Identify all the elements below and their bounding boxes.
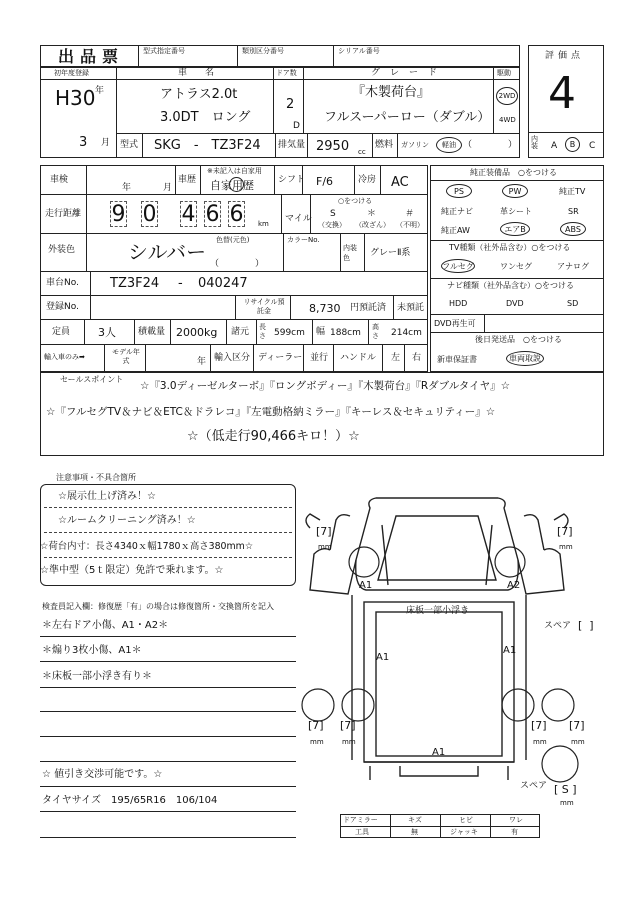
mileage-unit: km [258, 220, 269, 228]
navi-sd: SD [567, 299, 579, 308]
grade-line2: フルスーパーロー（ダブル） [324, 110, 491, 125]
tread-unit-fl: mm [318, 543, 332, 551]
usage-circle [229, 177, 244, 192]
mileage-digit-4: 6 [205, 201, 220, 227]
fuel-label: 燃料 [375, 140, 394, 150]
displacement-unit: cc [358, 148, 366, 156]
model-year-unit: 年 [197, 357, 207, 367]
tv-analog: アナログ [557, 262, 589, 271]
spare-label-top: スペア [544, 621, 572, 631]
length-value: 599cm [274, 328, 305, 338]
interior-a: A [551, 141, 558, 151]
first-reg-year: H30 [55, 86, 96, 110]
recycle-label: リサイクル預託金 [243, 298, 285, 315]
tread-unit-rro: mm [571, 738, 585, 746]
grade-line1: 『木製荷台』 [352, 85, 431, 100]
score-value: 4 [548, 68, 576, 119]
equip-sr: SR [568, 207, 579, 216]
import-label: 輸入車のみ➡ [44, 353, 85, 361]
color-no-label: カラーNo. [287, 236, 320, 244]
steering-left: 左 [391, 353, 401, 363]
interior-color-value: グレーⅡ系 [370, 248, 411, 258]
diagram-a1-rear: A1 [432, 747, 446, 758]
chassis-number: 040247 [198, 276, 248, 291]
docs-manual: 車両取説 [506, 351, 544, 366]
inspector-line-7: ☆ 値引き交渉可能です。☆ [42, 769, 163, 780]
equip-pw: PW [502, 184, 528, 198]
inspector-line-1: ＊左右ドア小傷、A1・A2＊ [42, 620, 169, 631]
year-unit: 年 [95, 86, 105, 96]
interior-color-label: 内装色 [343, 244, 357, 262]
diagram-a1-left-cab: A1 [359, 580, 373, 591]
note-line-1: ☆展示仕上げ済み！☆ [58, 491, 156, 502]
fuel-gasoline: ガソリン [401, 141, 429, 149]
docs-warranty: 新車保証書 [437, 355, 477, 364]
interior-c: C [589, 141, 596, 151]
steering-right: 右 [412, 353, 422, 363]
chassis-prefix: TZ3F24 [110, 276, 160, 291]
shift-value: F/6 [316, 175, 334, 188]
selling-label: セールスポイント [60, 375, 124, 384]
dims-label: 諸元 [231, 327, 250, 337]
inspector-label: 検査員記入欄：修復歴「有」の場合は修復箇所・交換箇所を記入 [42, 602, 274, 611]
chassis-dash: - [178, 276, 183, 291]
grade-label: グレード [371, 68, 448, 78]
page-title: 出品票 [58, 47, 125, 66]
diagram-a2-right-cab: A2 [507, 580, 521, 591]
first-reg-month: 3 [79, 135, 88, 150]
color-value: シルバー [128, 240, 207, 264]
docs-title: 後日発送品 ○をつける [475, 335, 562, 344]
model-code-label: 型式指定番号 [143, 47, 185, 55]
legend-header-2: キズ [408, 816, 422, 824]
load-label: 積載量 [138, 327, 166, 337]
selling-line-2: ☆『フルセグTV＆ナビ＆ETC＆ドラレコ』『左電動格納ミラー』『キーレス＆セキュリティー』☆ [46, 406, 496, 418]
legend-header-4: ワレ [509, 816, 523, 824]
height-label: 高さ [372, 323, 379, 340]
model-year-label: モデル年式 [112, 348, 140, 365]
vehicle-damage-diagram [300, 490, 604, 820]
fuel-other: （ ） [463, 140, 518, 150]
serial-label: シリアル番号 [338, 47, 380, 55]
doors-label: ドア数 [276, 69, 297, 77]
tread-rear-left-inner: [7] [340, 719, 356, 732]
height-value: 214cm [391, 328, 422, 338]
navi-title: ナビ種類（社外品含む）○をつける [447, 281, 574, 290]
notes-label: 注意事項・不具合箇所 [56, 473, 136, 482]
inspection-month-unit: 月 [163, 183, 173, 193]
tread-unit-rli: mm [342, 738, 356, 746]
mile-s: S [330, 209, 336, 219]
note-line-4: ☆準中型（5ｔ限定）免許で乗れます。☆ [40, 565, 224, 576]
legend-value-3: ジャッキ [450, 828, 478, 836]
equip-abs: ABS [560, 222, 586, 236]
equip-airbag: エアB [500, 222, 530, 236]
type-label: 型式 [120, 140, 139, 150]
legend-header-3: ヒビ [459, 816, 473, 824]
load-value: 2000kg [176, 326, 218, 339]
mileage-digit-3: 4 [181, 201, 196, 227]
inspector-line-2: ＊煽り3枚小傷、A1＊ [42, 645, 142, 656]
spare-bottom-value: [ S ] [554, 783, 577, 796]
car-name-label: 車名 [178, 68, 233, 78]
equip-tv: 純正TV [559, 187, 586, 196]
displacement-label: 排気量 [278, 140, 306, 150]
spare-top-bracket: [ ] [578, 619, 594, 632]
dealer-option: ディーラー [258, 353, 303, 363]
mile-s-sub: （交換） [318, 221, 346, 229]
note-line-2: ☆ルームクリーニング済み！☆ [58, 515, 196, 526]
diagram-floor-note: 床板一部小浮き [406, 606, 470, 616]
color-change-label: 色替(元色) [216, 236, 250, 244]
interior-b-circled: B [565, 137, 580, 152]
drive-2wd-circled: 2WD [496, 87, 518, 105]
equip-leather: 革シート [500, 207, 532, 216]
tire-size: タイヤサイズ 195/65R16 106/104 [42, 795, 218, 806]
usage-note: ※未記入は自家用 [207, 167, 262, 175]
import-class-label: 輸入区分 [214, 353, 251, 363]
equip-navi: 純正ナビ [441, 207, 473, 216]
usage-label: 車歴 [178, 175, 197, 185]
capacity-value: 3人 [98, 326, 116, 339]
selling-line-1: ☆『3.0ディーゼルターボ』『ロングボディー』『木製荷台』『Rダブルタイヤ』☆ [140, 380, 510, 392]
ac-label: 冷房 [358, 175, 377, 185]
tv-oneseg: ワンセグ [500, 262, 532, 271]
chassis-label: 車台No. [46, 278, 79, 288]
legend-value-1: 工具 [355, 828, 369, 836]
tread-front-left: [7] [316, 525, 332, 538]
tread-unit-fr: mm [559, 543, 573, 551]
tread-rear-left-outer: [7] [308, 719, 324, 732]
mile-hash-sub: （不明） [396, 221, 424, 229]
tv-fullseg: フルセグ [441, 259, 475, 273]
type-value: SKG - TZ3F24 [154, 138, 261, 153]
mile-hash: ＃ [405, 209, 415, 219]
width-value: 188cm [330, 328, 361, 338]
length-label: 長さ [259, 323, 266, 340]
first-reg-label: 初年度登録 [54, 69, 89, 77]
shift-label: シフト [278, 175, 306, 185]
mile-note: ○をつける [338, 197, 373, 205]
score-label: 評価点 [545, 51, 585, 61]
dvd-play-label: DVD再生可 [434, 319, 476, 328]
steering-label: ハンドル [340, 353, 377, 363]
diagram-a1-right-bed: A1 [503, 645, 517, 656]
car-name-line2: 3.0DT ロング [160, 110, 251, 125]
spare-unit: mm [560, 799, 574, 807]
car-name-line1: アトラス2.0t [160, 87, 238, 102]
inspection-label: 車検 [50, 175, 69, 185]
equip-ps: PS [446, 184, 472, 198]
equipment-title: 純正装備品 ○をつける [470, 168, 557, 177]
width-label: 幅 [316, 327, 326, 337]
recycle-unit: 円預託済 [350, 303, 387, 313]
ac-value: AC [391, 175, 409, 190]
mileage-digit-2: 0 [142, 201, 157, 227]
mile-label: マイル [285, 214, 312, 224]
navi-hdd: HDD [449, 299, 468, 308]
recycle-value: 8,730 [309, 302, 341, 315]
drive-4wd: 4WD [499, 116, 516, 124]
equip-aw: 純正AW [441, 226, 470, 235]
displacement-value: 2950 [316, 139, 350, 154]
tread-rear-right-outer: [7] [569, 719, 585, 732]
color-label: 外装色 [48, 245, 76, 255]
interior-label: 内装 [531, 135, 538, 150]
reg-label: 登録No. [46, 302, 79, 312]
inspection-year-unit: 年 [122, 183, 132, 193]
drive-label: 駆動 [497, 69, 511, 77]
legend-value-4: 有 [511, 828, 518, 836]
inspector-line-3: ＊床板一部小浮き有り＊ [42, 671, 152, 682]
tread-unit-rri: mm [533, 738, 547, 746]
recycle-status: 未預託 [397, 303, 425, 313]
tv-title: TV種類（社外品含む）○をつける [449, 243, 571, 252]
diagram-a1-left-bed: A1 [376, 652, 390, 663]
mile-star-sub: （改ざん） [355, 221, 390, 229]
navi-dvd: DVD [506, 299, 524, 308]
doors-sub: D [293, 121, 300, 131]
legend-value-2: 無 [411, 828, 418, 836]
capacity-label: 定員 [52, 327, 71, 337]
tread-unit-rlo: mm [310, 738, 324, 746]
legend-header-1: ドアミラー [343, 816, 378, 824]
usage-value: 自家用歴 [210, 179, 254, 192]
month-unit: 月 [101, 138, 111, 148]
mileage-digit-1: 9 [111, 201, 126, 227]
tread-front-right: [7] [557, 525, 573, 538]
tread-rear-right-inner: [7] [531, 719, 547, 732]
spare-label-bottom: スペア [520, 781, 548, 791]
parallel-option: 並行 [310, 353, 329, 363]
mile-star: ＊ [367, 209, 377, 219]
mileage-label: 走行距離 [45, 209, 82, 219]
selling-line-3: ☆（低走行90,466キロ！）☆ [187, 429, 360, 444]
mileage-digit-5: 6 [229, 201, 244, 227]
fuel-diesel-circled: 軽油 [436, 137, 462, 153]
doors-value: 2 [286, 97, 295, 112]
color-change-paren: （ ） [210, 259, 265, 269]
class-code-label: 類別区分番号 [242, 47, 284, 55]
note-line-3: ☆荷台内寸：長さ4340ｘ幅1780ｘ高さ380mm☆ [40, 541, 254, 552]
